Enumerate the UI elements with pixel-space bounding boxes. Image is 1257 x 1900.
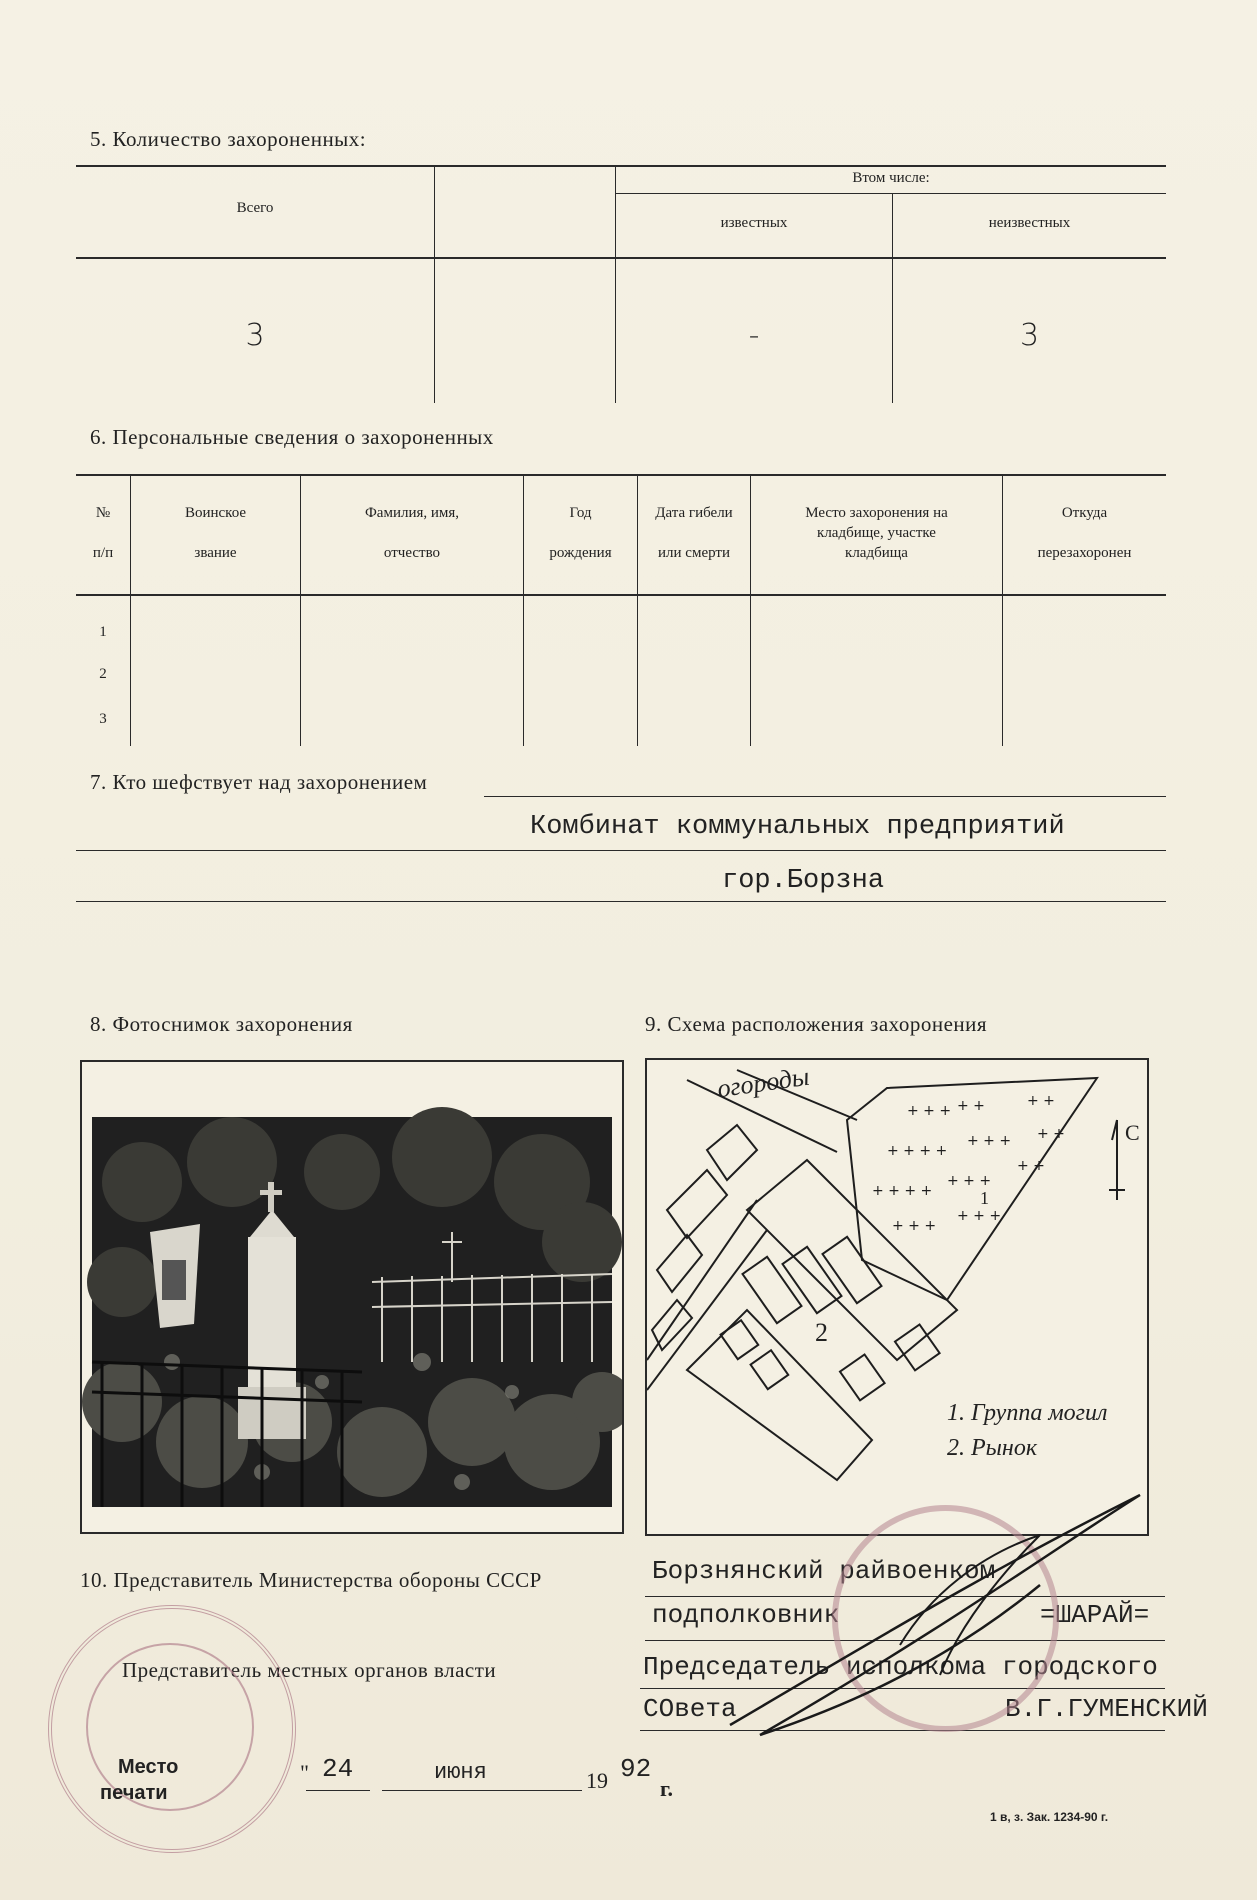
scheme-frame (645, 1058, 1149, 1536)
grave-photo (82, 1062, 622, 1532)
table5-header-rule (76, 257, 1166, 259)
table6-header-name-2: отчество (383, 545, 441, 561)
svg-text:+ + +: + + + (957, 1208, 1002, 1224)
table6-header-death-2: или смерти (658, 545, 730, 561)
svg-text:+ +: + + (1027, 1093, 1055, 1109)
table6-row-num: 2 (99, 666, 107, 682)
mil-name: =ШАРАЙ= (1040, 1600, 1150, 1630)
table5-header-including: Втом числе: (852, 170, 930, 186)
svg-text:+ + +: + + + (947, 1173, 992, 1189)
table6-header-num-2: п/п (92, 545, 114, 561)
s7-typed-city: гор.Борзна (722, 866, 885, 896)
section-5-title: 5. Количество захороненных: (90, 127, 367, 151)
date-rule (306, 1790, 370, 1791)
civ-council: СОвета (643, 1694, 737, 1724)
location-scheme (647, 1060, 1147, 1534)
scheme-north-label: С (1125, 1120, 1140, 1145)
mil-rank: подполковник (652, 1600, 840, 1630)
scheme-marker-2: 2 (815, 1318, 828, 1347)
scheme-fence-label: огороды (715, 1061, 812, 1104)
civ-chair-line: Председатель исполкома городского (643, 1652, 1158, 1682)
table6-header-place: Место захоронения на (805, 505, 948, 521)
svg-text:+ + + +: + + + + (887, 1143, 948, 1159)
date-month: июня (434, 1760, 487, 1785)
table5-sub-rule (616, 193, 1166, 194)
mil-commissar-line: Борзнянский райвоенком (652, 1556, 996, 1586)
table5-value-unknown: 3 (1019, 318, 1040, 353)
table6-header-rank-2: звание (194, 545, 237, 561)
table6-header-name: Фамилия, имя, (364, 505, 460, 521)
svg-text:+ + +: + + + (967, 1133, 1012, 1149)
seal-print-label: печати (100, 1782, 168, 1804)
print-code: 1 в, з. Зак. 1234-90 г. (990, 1810, 1109, 1824)
svg-text:+ +: + + (957, 1098, 985, 1114)
table5-col-divider (434, 165, 435, 403)
signature-scribbles (700, 1485, 1170, 1785)
document-page: 5. Количество захороненных: Всего Втом числе: известных неизвестных 3 - 3 6. Персональные сведения о захороненных № п/п Воинское звание Фамилия, имя, отчество Год рождения Дата гибели или смерти Место захоронения на кладбище, участке кладбища Откуда перезахоронен 1 2 3 7. Кто шефствует над захоронением Комбинат коммунальных предприятий гор.Борзна 8. Фотоснимок захоронения 9. Схема расположения захоронения + + + + + + + + + + + + + + + + + + + + + + + + + + + + + + + огороды С 1 2 1. Группа могил 2. Рынок 10. Представитель Министерства обороны СССР Представитель местных органов власти Борзнянский райвоенком подполковник =ШАРАЙ= Председатель исполкома городского СОвета В.Г.ГУМЕНСКИЙ Место печати " 24 июня 19 92 г. 1 в, з. Зак. 1234-90 г. (0, 0, 1257, 1900)
seal-place-label: Место (118, 1756, 179, 1778)
scheme-legend-1: 1. Группа могил (947, 1400, 1108, 1426)
table5-value-known: - (748, 318, 760, 353)
local-authority-label: Представитель местных органов власти (122, 1658, 497, 1682)
s7-line-1-rule (484, 796, 1166, 797)
section-8-title: 8. Фотоснимок захоронения (90, 1012, 353, 1036)
section-10-title: 10. Представитель Министерства обороны СССР (80, 1568, 542, 1592)
table6-header-place-2: кладбище, участке (817, 525, 936, 541)
date-rule (382, 1790, 582, 1791)
s7-line-2-rule (76, 850, 1166, 851)
table6-header-death: Дата гибели (655, 505, 733, 521)
civ-name: В.Г.ГУМЕНСКИЙ (1005, 1694, 1208, 1724)
svg-text:+ + +: + + + (907, 1103, 952, 1119)
table6-header-year: Год (569, 505, 592, 521)
table6-row-num: 1 (99, 624, 107, 640)
table5-value-total: 3 (245, 318, 265, 353)
table5-col-divider (615, 165, 616, 403)
date-year: 92 (620, 1754, 652, 1784)
svg-text:+ + +: + + + (892, 1218, 937, 1234)
table6-header-num: № (95, 505, 111, 521)
section-7-title: 7. Кто шефствует над захоронением (90, 770, 428, 794)
table6-row-num: 3 (99, 711, 107, 727)
table5-header-known: известных (720, 215, 788, 231)
scheme-legend-2: 2. Рынок (947, 1435, 1038, 1461)
scheme-marker-1: 1 (980, 1188, 989, 1208)
svg-text:+ +: + + (1037, 1126, 1065, 1142)
table5-header-unknown: неизвестных (988, 215, 1071, 231)
photo-frame (80, 1060, 624, 1534)
s7-typed-org: Комбинат коммунальных предприятий (530, 812, 1065, 842)
date-day: 24 (322, 1754, 354, 1784)
svg-text:+ + + +: + + + + (872, 1183, 933, 1199)
table6-header-from: Откуда (1061, 505, 1108, 521)
table5-header-total: Всего (236, 200, 274, 216)
date-century: 19 (586, 1768, 608, 1793)
section-6-title: 6. Персональные сведения о захороненных (90, 425, 494, 449)
table5-top-rule (76, 165, 1166, 167)
s7-line-3-rule (76, 901, 1166, 902)
table6-header-place-3: кладбища (845, 545, 908, 561)
table6-header-rank: Воинское (184, 505, 247, 521)
date-suffix: г. (660, 1776, 674, 1801)
table6-header-year-2: рождения (549, 545, 612, 561)
table6-header-from-2: перезахоронен (1037, 545, 1132, 561)
svg-text:+ +: + + (1017, 1158, 1045, 1174)
section-9-title: 9. Схема расположения захоронения (645, 1012, 988, 1036)
